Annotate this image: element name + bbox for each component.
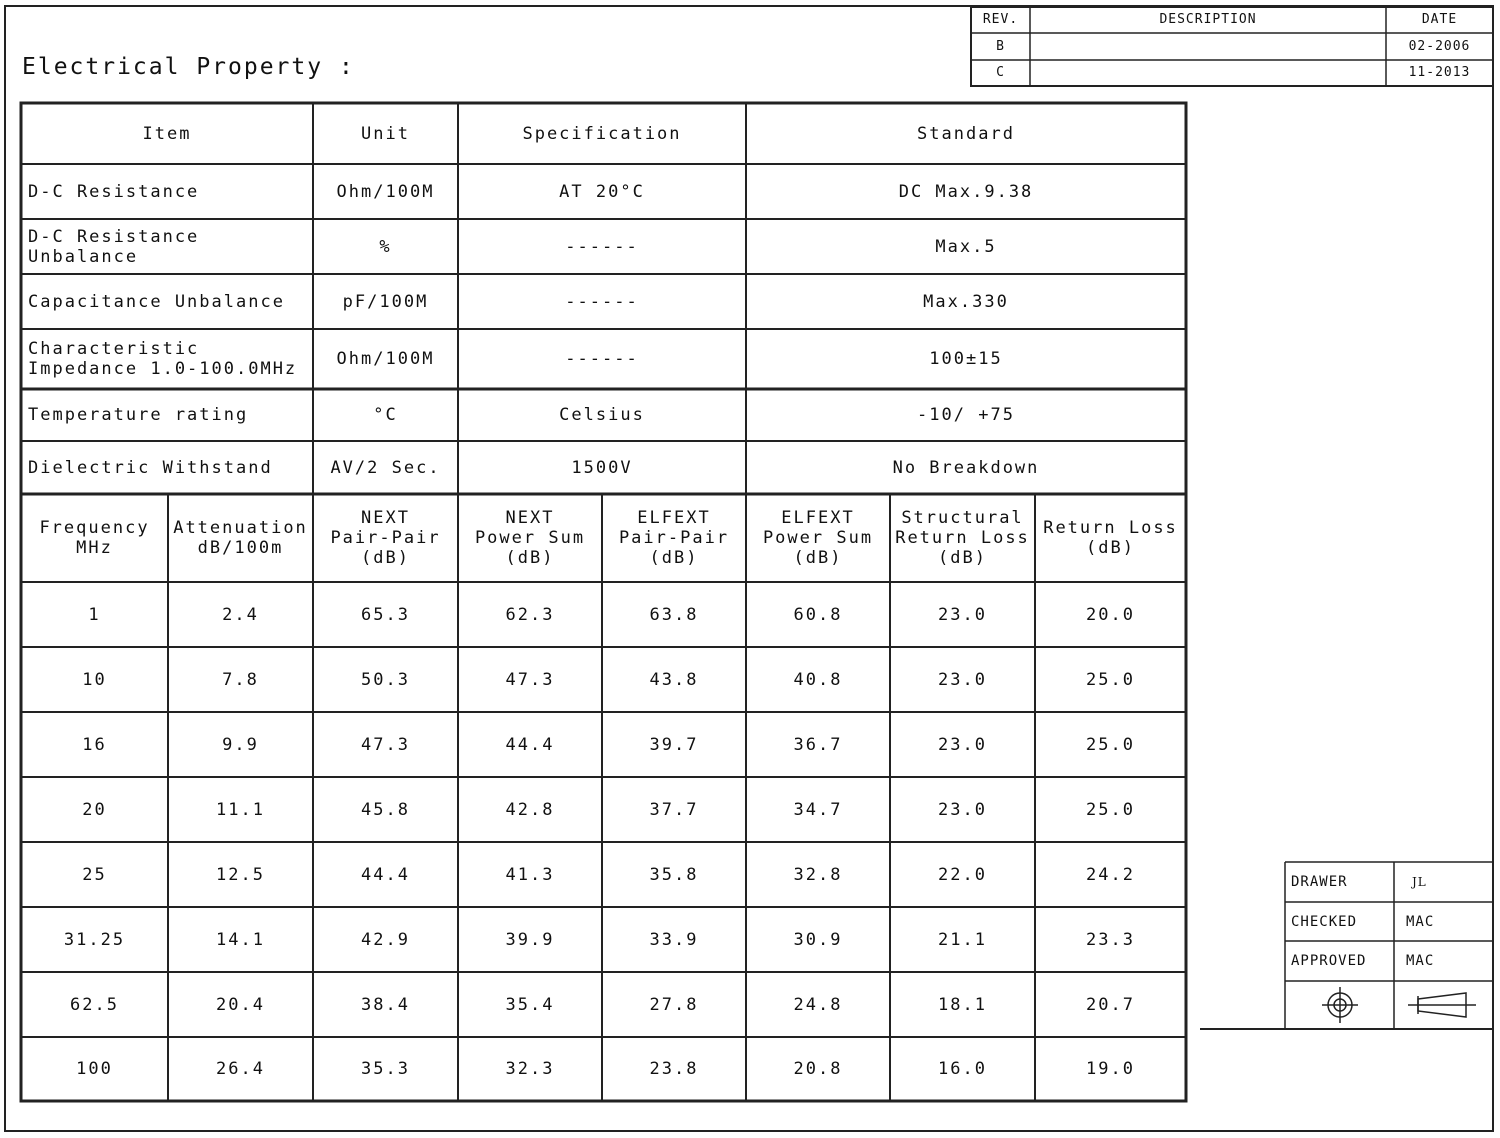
property-unit: Ohm/100M: [336, 349, 435, 369]
property-unit: °C: [373, 405, 398, 425]
table-cell: 44.4: [361, 864, 410, 885]
property-spec: ------: [565, 349, 639, 369]
table-cell: 24.8: [793, 994, 843, 1015]
table-cell: 12.5: [216, 864, 265, 885]
table-cell: 33.9: [649, 929, 699, 950]
rev-header: REV.: [982, 12, 1019, 27]
property-standard: Max.330: [923, 291, 1009, 312]
frequency-column-header: NEXT Power Sum (dB): [474, 508, 586, 568]
frequency-column-header: NEXT Pair-Pair (dB): [330, 508, 441, 568]
property-item: Temperature rating: [28, 405, 249, 425]
frequency-column-header: ELFEXT Pair-Pair (dB): [618, 508, 730, 568]
table-cell: 62.5: [70, 994, 119, 1015]
table-cell: 38.4: [361, 994, 410, 1015]
property-spec: Celsius: [559, 405, 645, 425]
table-cell: 43.8: [649, 669, 699, 690]
property-item: D-C Resistance Unbalance: [28, 226, 200, 267]
checked-value: MAC: [1406, 913, 1435, 930]
table-cell: 20.4: [216, 994, 265, 1015]
column-header: Specification: [522, 123, 682, 144]
frequency-column-header: Frequency MHz: [39, 518, 150, 558]
property-item: Dielectric Withstand: [28, 457, 273, 478]
property-spec: AT 20°C: [559, 181, 645, 202]
frequency-column-header: Attenuation dB/100m: [173, 518, 308, 558]
frequency-column-header: Return Loss (dB): [1043, 518, 1178, 558]
table-cell: 16.0: [938, 1059, 987, 1079]
table-cell: 44.4: [505, 734, 555, 755]
table-cell: 2.4: [222, 604, 259, 625]
property-unit: AV/2 Sec.: [330, 457, 441, 478]
table-cell: 45.8: [361, 799, 410, 820]
table-cell: 14.1: [216, 929, 265, 950]
frequency-column-header: Structural Return Loss (dB): [895, 508, 1030, 568]
table-cell: 36.7: [793, 734, 843, 755]
rev-value: B: [996, 38, 1005, 54]
table-cell: 41.3: [505, 864, 555, 885]
table-cell: 23.0: [938, 669, 987, 690]
table-cell: 35.8: [649, 864, 699, 885]
table-cell: 25.0: [1086, 799, 1135, 820]
table-cell: 23.0: [938, 799, 987, 820]
property-spec: ------: [565, 236, 639, 257]
table-cell: 26.4: [216, 1059, 265, 1079]
table-cell: 22.0: [938, 864, 987, 885]
table-cell: 50.3: [361, 669, 410, 690]
table-cell: 39.9: [505, 929, 555, 950]
table-cell: 23.0: [938, 604, 987, 625]
table-cell: 16: [82, 734, 107, 755]
approved-label: APPROVED: [1291, 953, 1367, 969]
table-cell: 25.0: [1086, 669, 1135, 690]
table-cell: 47.3: [361, 734, 410, 755]
table-cell: 20.7: [1086, 994, 1135, 1015]
table-cell: 30.9: [793, 929, 843, 950]
table-cell: 20.0: [1086, 604, 1135, 625]
rev-date: 11-2013: [1408, 65, 1471, 80]
date-header: DATE: [1421, 12, 1458, 27]
table-cell: 25.0: [1086, 734, 1135, 755]
table-cell: 31.25: [63, 929, 126, 950]
property-standard: 100±15: [929, 349, 1003, 369]
table-cell: 21.1: [938, 929, 987, 950]
property-standard: DC Max.9.38: [898, 181, 1034, 202]
property-item: Capacitance Unbalance: [28, 291, 285, 312]
property-unit: %: [379, 236, 392, 257]
table-cell: 7.8: [222, 669, 259, 690]
taper-projection-icon: [1408, 993, 1476, 1017]
table-cell: 42.8: [505, 799, 555, 820]
property-standard: -10/ +75: [917, 405, 1015, 425]
table-cell: 42.9: [361, 929, 410, 950]
table-cell: 24.2: [1086, 864, 1135, 885]
table-cell: 65.3: [361, 604, 410, 625]
table-cell: 63.8: [649, 604, 699, 625]
property-spec: ------: [565, 291, 639, 312]
approved-value: MAC: [1406, 953, 1435, 969]
frequency-column-header: ELFEXT Power Sum (dB): [762, 508, 874, 568]
property-standard: No Breakdown: [892, 457, 1040, 478]
table-cell: 23.0: [938, 734, 987, 755]
property-standard: Max.5: [935, 236, 997, 257]
table-cell: 25: [82, 864, 107, 885]
table-cell: 10: [82, 669, 107, 690]
column-header: Standard: [917, 123, 1015, 144]
property-spec: 1500V: [571, 457, 633, 478]
description-header: DESCRIPTION: [1159, 12, 1257, 27]
table-cell: 18.1: [938, 994, 987, 1015]
column-header: Unit: [361, 123, 410, 144]
table-cell: 1: [88, 604, 101, 625]
column-header: Item: [142, 123, 192, 144]
rev-date: 02-2006: [1408, 38, 1471, 54]
table-cell: 47.3: [505, 669, 555, 690]
table-cell: 60.8: [793, 604, 843, 625]
table-cell: 20: [82, 799, 107, 820]
property-unit: Ohm/100M: [336, 181, 435, 202]
table-cell: 32.8: [793, 864, 843, 885]
table-cell: 40.8: [793, 669, 843, 690]
table-cell: 20.8: [793, 1059, 843, 1079]
table-cell: 34.7: [793, 799, 843, 820]
rev-value: C: [996, 65, 1005, 80]
drawer-label: DRAWER: [1291, 874, 1348, 890]
property-unit: pF/100M: [342, 291, 429, 312]
property-item: D-C Resistance: [28, 181, 200, 202]
table-cell: 100: [76, 1059, 113, 1079]
table-cell: 23.3: [1086, 929, 1135, 950]
table-cell: 35.3: [361, 1059, 410, 1079]
table-cell: 11.1: [216, 799, 265, 820]
drawer-value: JL: [1412, 875, 1427, 889]
table-cell: 37.7: [649, 799, 699, 820]
table-cell: 23.8: [649, 1059, 699, 1079]
table-cell: 62.3: [505, 604, 555, 625]
table-cell: 32.3: [505, 1059, 555, 1079]
table-cell: 9.9: [222, 734, 259, 755]
checked-label: CHECKED: [1291, 913, 1358, 930]
page-title: Electrical Property :: [22, 54, 355, 80]
property-item: Characteristic Impedance 1.0-100.0MHz: [28, 339, 298, 379]
table-cell: 27.8: [649, 994, 699, 1015]
table-cell: 35.4: [505, 994, 555, 1015]
table-cell: 39.7: [649, 734, 699, 755]
table-cell: 19.0: [1086, 1059, 1135, 1079]
projection-target-icon: [1322, 987, 1358, 1023]
